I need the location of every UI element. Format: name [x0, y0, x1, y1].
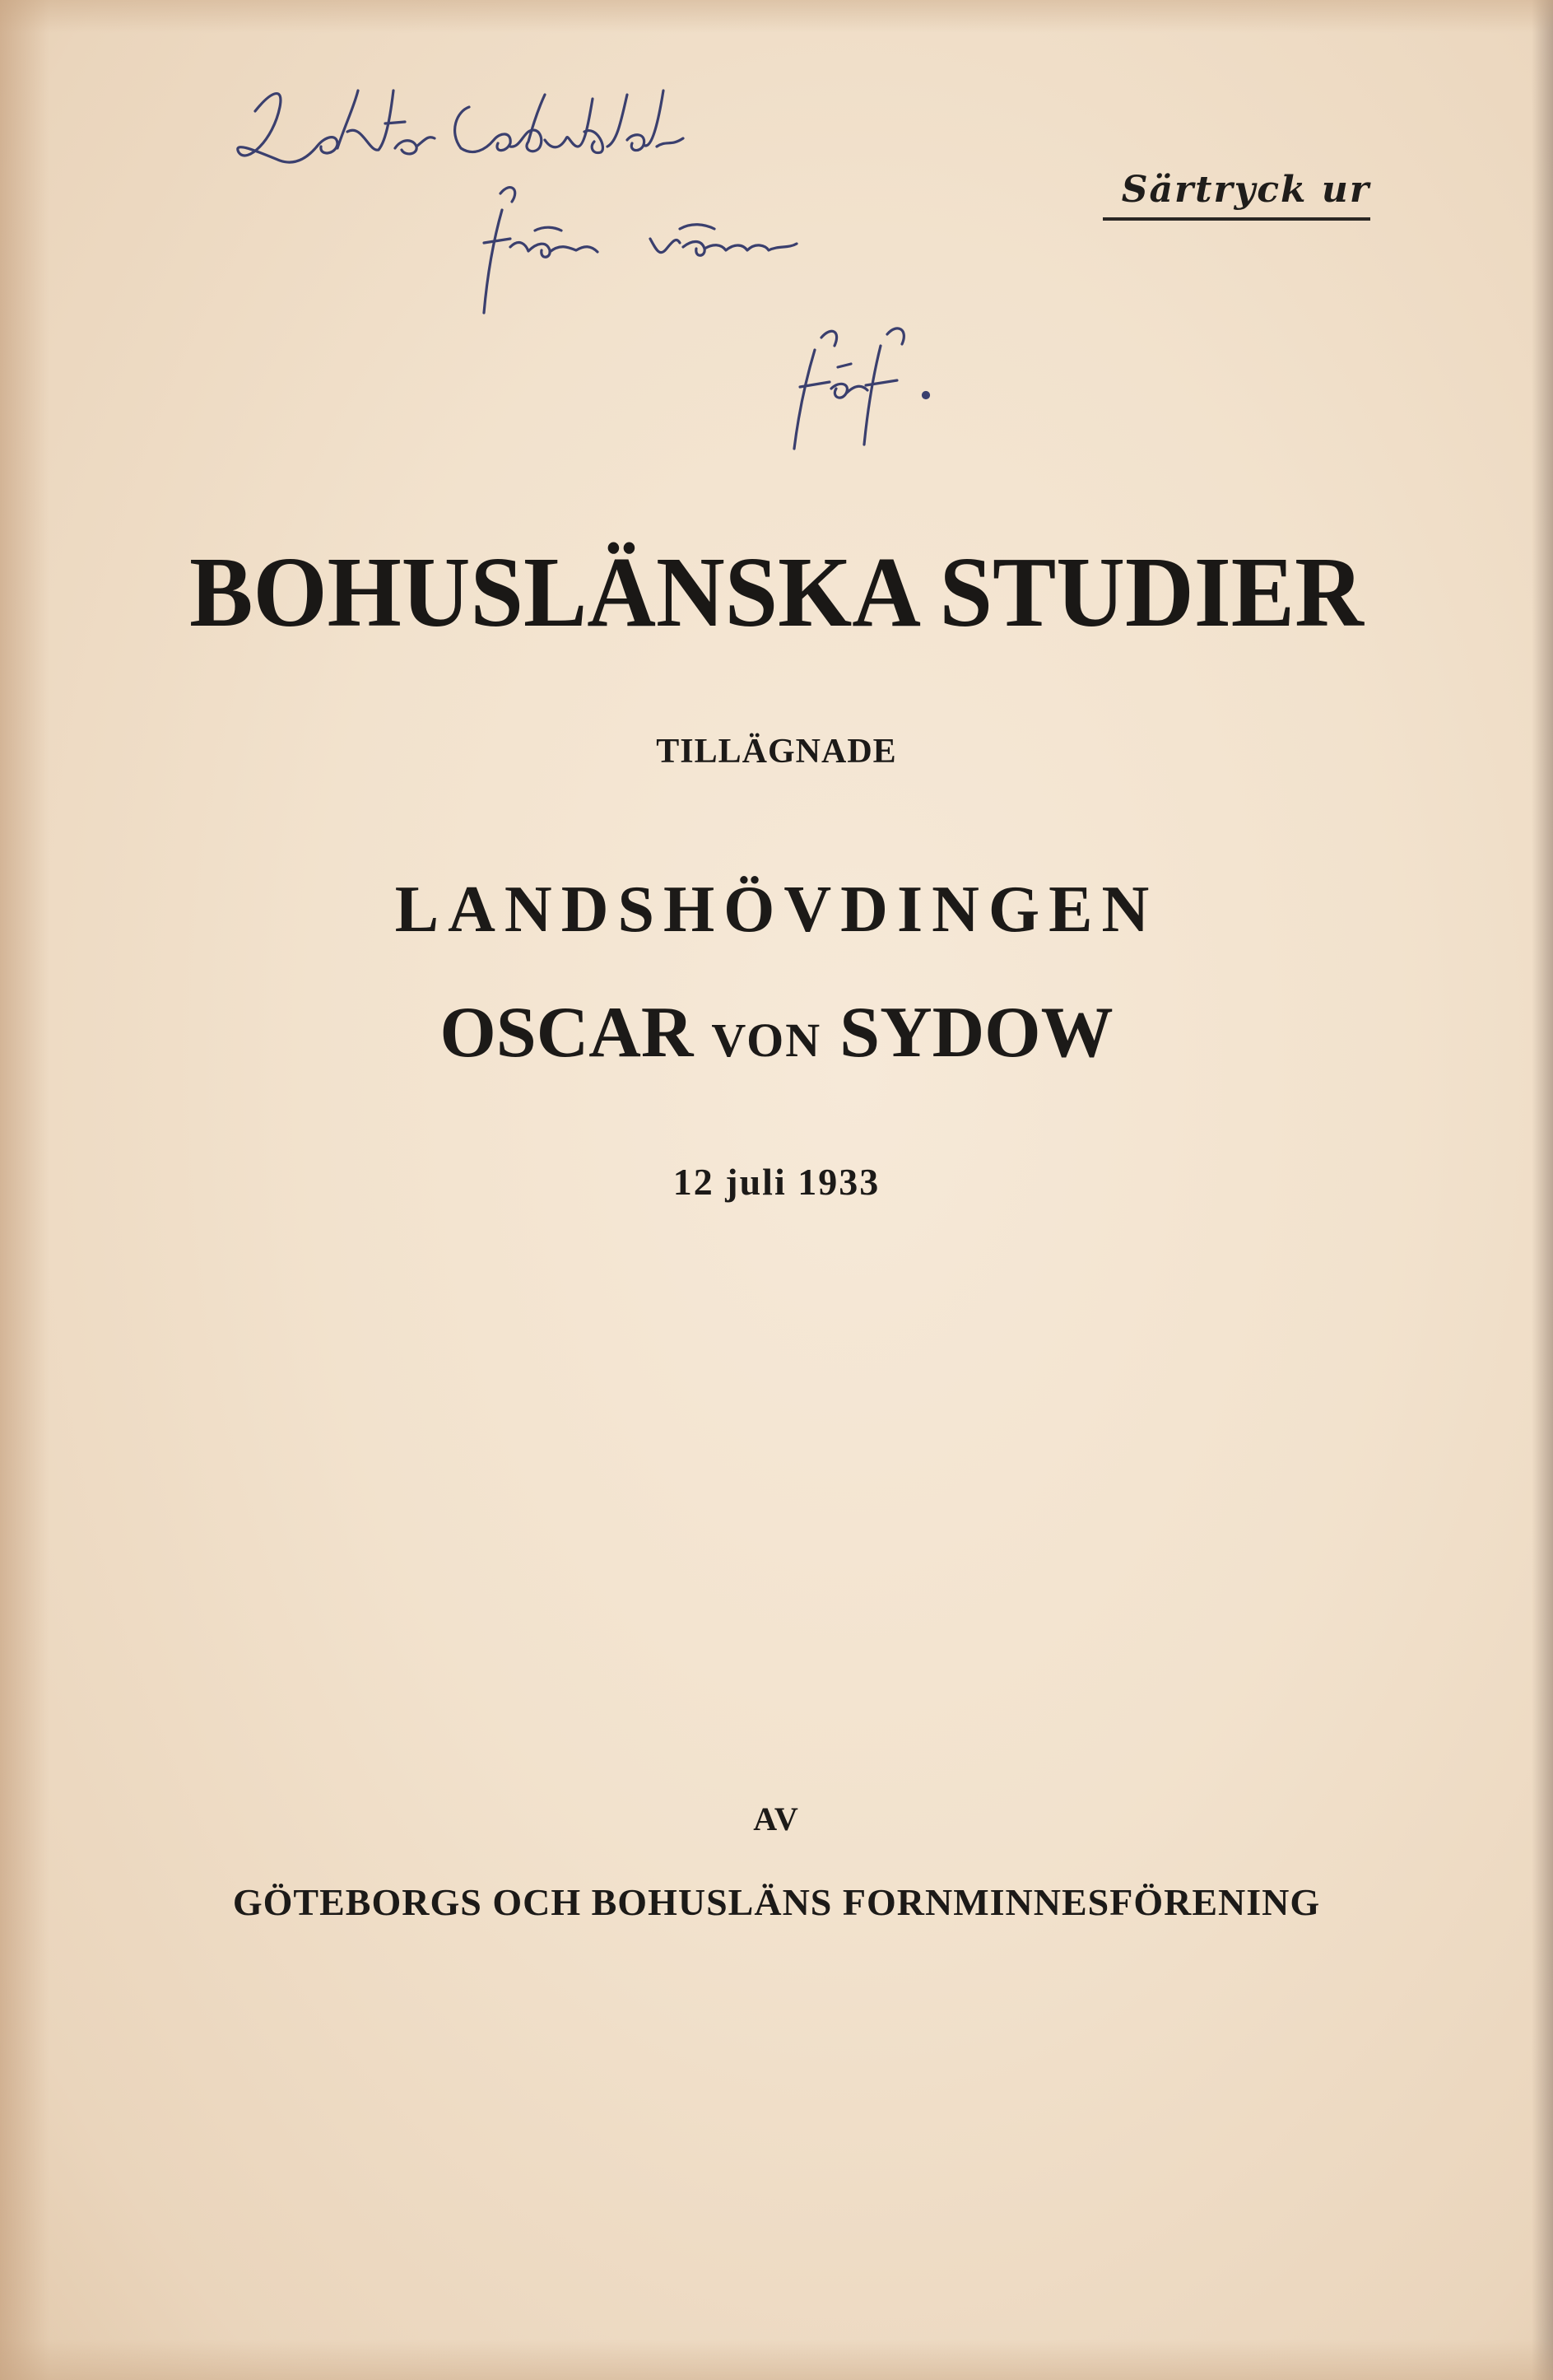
paper-shadow-top [0, 0, 1553, 33]
honoree-last-name: SYDOW [839, 993, 1114, 1073]
dedication-line: TILLÄGNADE [656, 733, 897, 771]
honoree-name [0, 992, 1553, 1082]
honoree-name-particle: VON [711, 1013, 822, 1067]
by-line: AV [753, 1800, 800, 1837]
honoree-title: LANDSHÖVDINGEN [394, 873, 1159, 946]
paper-shadow-bottom [0, 2339, 1553, 2380]
offprint-label: Särtryck ur [1103, 169, 1370, 221]
publication-date: 12 juli 1933 [672, 1161, 881, 1203]
publication-title: BOHUSLÄNSKA STUDIER [189, 537, 1364, 648]
honoree-first-name: OSCAR [439, 993, 694, 1073]
publisher-name: GÖTEBORGS OCH BOHUSLÄNS FORNMINNESFÖRENING [232, 1881, 1321, 1923]
handwritten-inscription [222, 74, 1004, 453]
